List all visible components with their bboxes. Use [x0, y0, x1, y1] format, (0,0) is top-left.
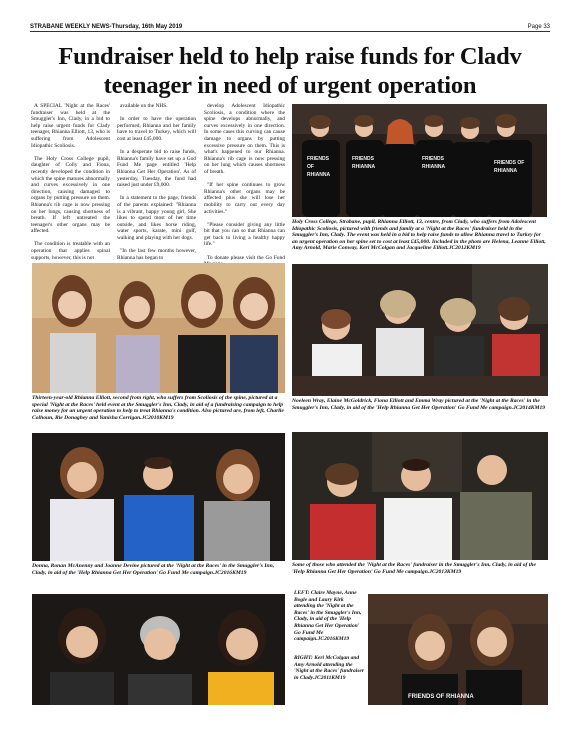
article-paragraph: In order to have the operation performed, Rhianna and her family have to travel to Turkey, which will cost at least £45,000. — [117, 116, 196, 142]
svg-text:RHIANNA: RHIANNA — [422, 164, 446, 170]
article-column-3 — [204, 103, 285, 274]
photo-mcanenny-devine — [32, 433, 285, 561]
shirt-print: FRIENDS OF RHIANNA — [408, 694, 474, 700]
photo-attendees — [292, 432, 548, 560]
photo-caption: LEFT: Claire Mayne, Anne Bogle and Laury Kirk attending the 'Night at the Races' in the Smuggler's Inn, Clady, in aid of the 'Help Rhianna Get Her Operation' Go Fund Me campaign.JC2016KM19 — [294, 590, 362, 643]
photo-friends-group — [292, 104, 547, 217]
article-paragraph: "If her spine continues to grow Rhianna's other organs may be affected plus she will lose her mobility to carry out every day activities." — [204, 182, 285, 215]
photo-caption: Some of those who attended the 'Night at the Races' fundraiser in the Smuggler's Inn, Clady, in aid of the 'Help Rhianna Get Her Operation' Go Fund Me campaign.JC2013KM19 — [292, 562, 536, 575]
article-paragraph: available on the NHS. — [120, 103, 168, 109]
article-paragraph: A SPECIAL 'Night at the Races' fundraiser was held at the Smuggler's Inn, Clady, in a bid to help raise urgent funds for Clady teenager, Rhianna Elliott, 13, who is suffering from Adolescent Idiopathic Scoliosis. — [31, 103, 110, 149]
article-paragraph: The condition is treatable with an operation that applies spinal supports, however, this is not — [31, 241, 110, 261]
article-paragraph: "In the last few months however, Rhianna has began to — [117, 248, 196, 261]
page-number: Page 33 — [527, 24, 550, 30]
article-paragraph: develop Adolescent Idiopathic Scoliosis, a condition where the spine develops abnormally, and curves excessively in one direction. In some cases this curving can cause damage to organs by putting excessive pressure on them. This is what's happened to our Rhianna. Rhianna's rib cage is now pressing on her lung which causes shortness of breath. — [204, 103, 285, 175]
article-paragraph: To donate please visit the Go Fund — [207, 254, 285, 261]
photo-caption: Noeleen Wray, Elaine McGoldrick, Fiona Elliott and Emma Wray pictured at the 'Night at the Races' in the Smuggler's Inn, Clady, in aid of the 'Help Rhianna Get Her Operation' Go Fund Me campaign.JC2014KM19 — [292, 398, 546, 411]
svg-text:FRIENDS: FRIENDS — [422, 156, 444, 162]
photo-caption: Thirteen-year-old Rhianna Elliott, second from right, who suffers from Scoliosis of the spine, pictured at a special 'Night at the Races' held event at the Smuggler's Inn, Clady, in aid of a fundraising campaign to help raise money for an urgent operation to help to treat Rhianna's condition. Also pictured are, from left, Charlie Colhoun, Rie Donaghey and Yanisha Corrigan.JC2010KM19 — [32, 395, 284, 421]
svg-text:FRIENDS OF: FRIENDS OF — [494, 160, 525, 166]
headline: Fundraiser held to help raise funds for Cladv teenager in need of urgent operation — [58, 43, 522, 99]
page-header — [30, 24, 550, 32]
photo-caption: RIGHT: Keri McColgan and Amy Arnold attending the 'Night at the Races' fundraiser in Clady.JC2011KM19 — [294, 655, 364, 681]
svg-text:OF: OF — [307, 164, 314, 170]
svg-text:RHIANNA: RHIANNA — [494, 168, 518, 174]
photo-caption: Donna, Ronan McAnenny and Joanne Devine pictured at the 'Night at the Races' in the Smuggler's Inn, Clady, in aid of the 'Help Rhianna Get Her Operation' Go Fund Me campaign.JC2016KM19 — [32, 563, 275, 576]
article-column-2 — [117, 103, 196, 268]
article-paragraph: In a desperate bid to raise funds, Rhianna's family have set up a God Fund Me page entitled 'Help Rhianna Get Her Operation'. As of yesterday, Tuesday, the fund had raised just under £9,000. — [117, 149, 196, 189]
photo-wray-mcgoldrick — [292, 264, 548, 396]
svg-text:RHIANNA: RHIANNA — [352, 164, 376, 170]
photo-mccolgan-arnold — [368, 594, 548, 705]
svg-text:FRIENDS: FRIENDS — [352, 156, 374, 162]
photo-rhianna-friends — [32, 263, 285, 393]
svg-text:RHIANNA: RHIANNA — [307, 172, 331, 178]
article-paragraph: In a statement to the page, friends of the parents explained: "Rhianna is a vibrant, happy young girl, She likes to spend most of her time outside, and likes horse riding, water sports, karate, mini golf, walking and playing with her dogs. — [117, 195, 196, 241]
header-paper-date: STRABANE WEEKLY NEWS-Thursday, 16th May 2019 — [30, 24, 183, 30]
article-column-1 — [31, 103, 110, 268]
article-paragraph: The Holy Cross College pupil, daughter of Colly and Fiona, recently developed the condition in which the spine matures abnormally and curves excessively in one direction, causing damaged to organs by putting pressure on them. Rhianna's rib cage is now pressing on her lungs, causing shortness of breath. If left untreated the teenager's other organs may be affected. — [31, 155, 110, 235]
photo-mayne-bogle-kirk — [32, 594, 285, 705]
photo-caption: Holy Cross College, Strabane, pupil, Rhianna Elliott, 13, centre, from Clady, who suffers from Adolescent Idiopathic Scoliosis, pictured with friends and family at a 'Night at the Races' fundraiser held in the Smuggler's Inn, Clady. The event was held in a bid to help raise funds to allow Rhianna travel to Turkey for an urgent operation on her spine set to cost at least £45,000. Included in the photo are Helena, Leanne Elliott, Amy Arnold, Marie Conway, Keri McColgan and Jacqueline Elliott.JC2012KM19 — [292, 219, 546, 252]
svg-text:FRIENDS: FRIENDS — [307, 156, 329, 162]
article-paragraph: "Please consider giving any little bit that you can so that Rhianna can get back to living a healthy happy life." — [204, 221, 285, 248]
